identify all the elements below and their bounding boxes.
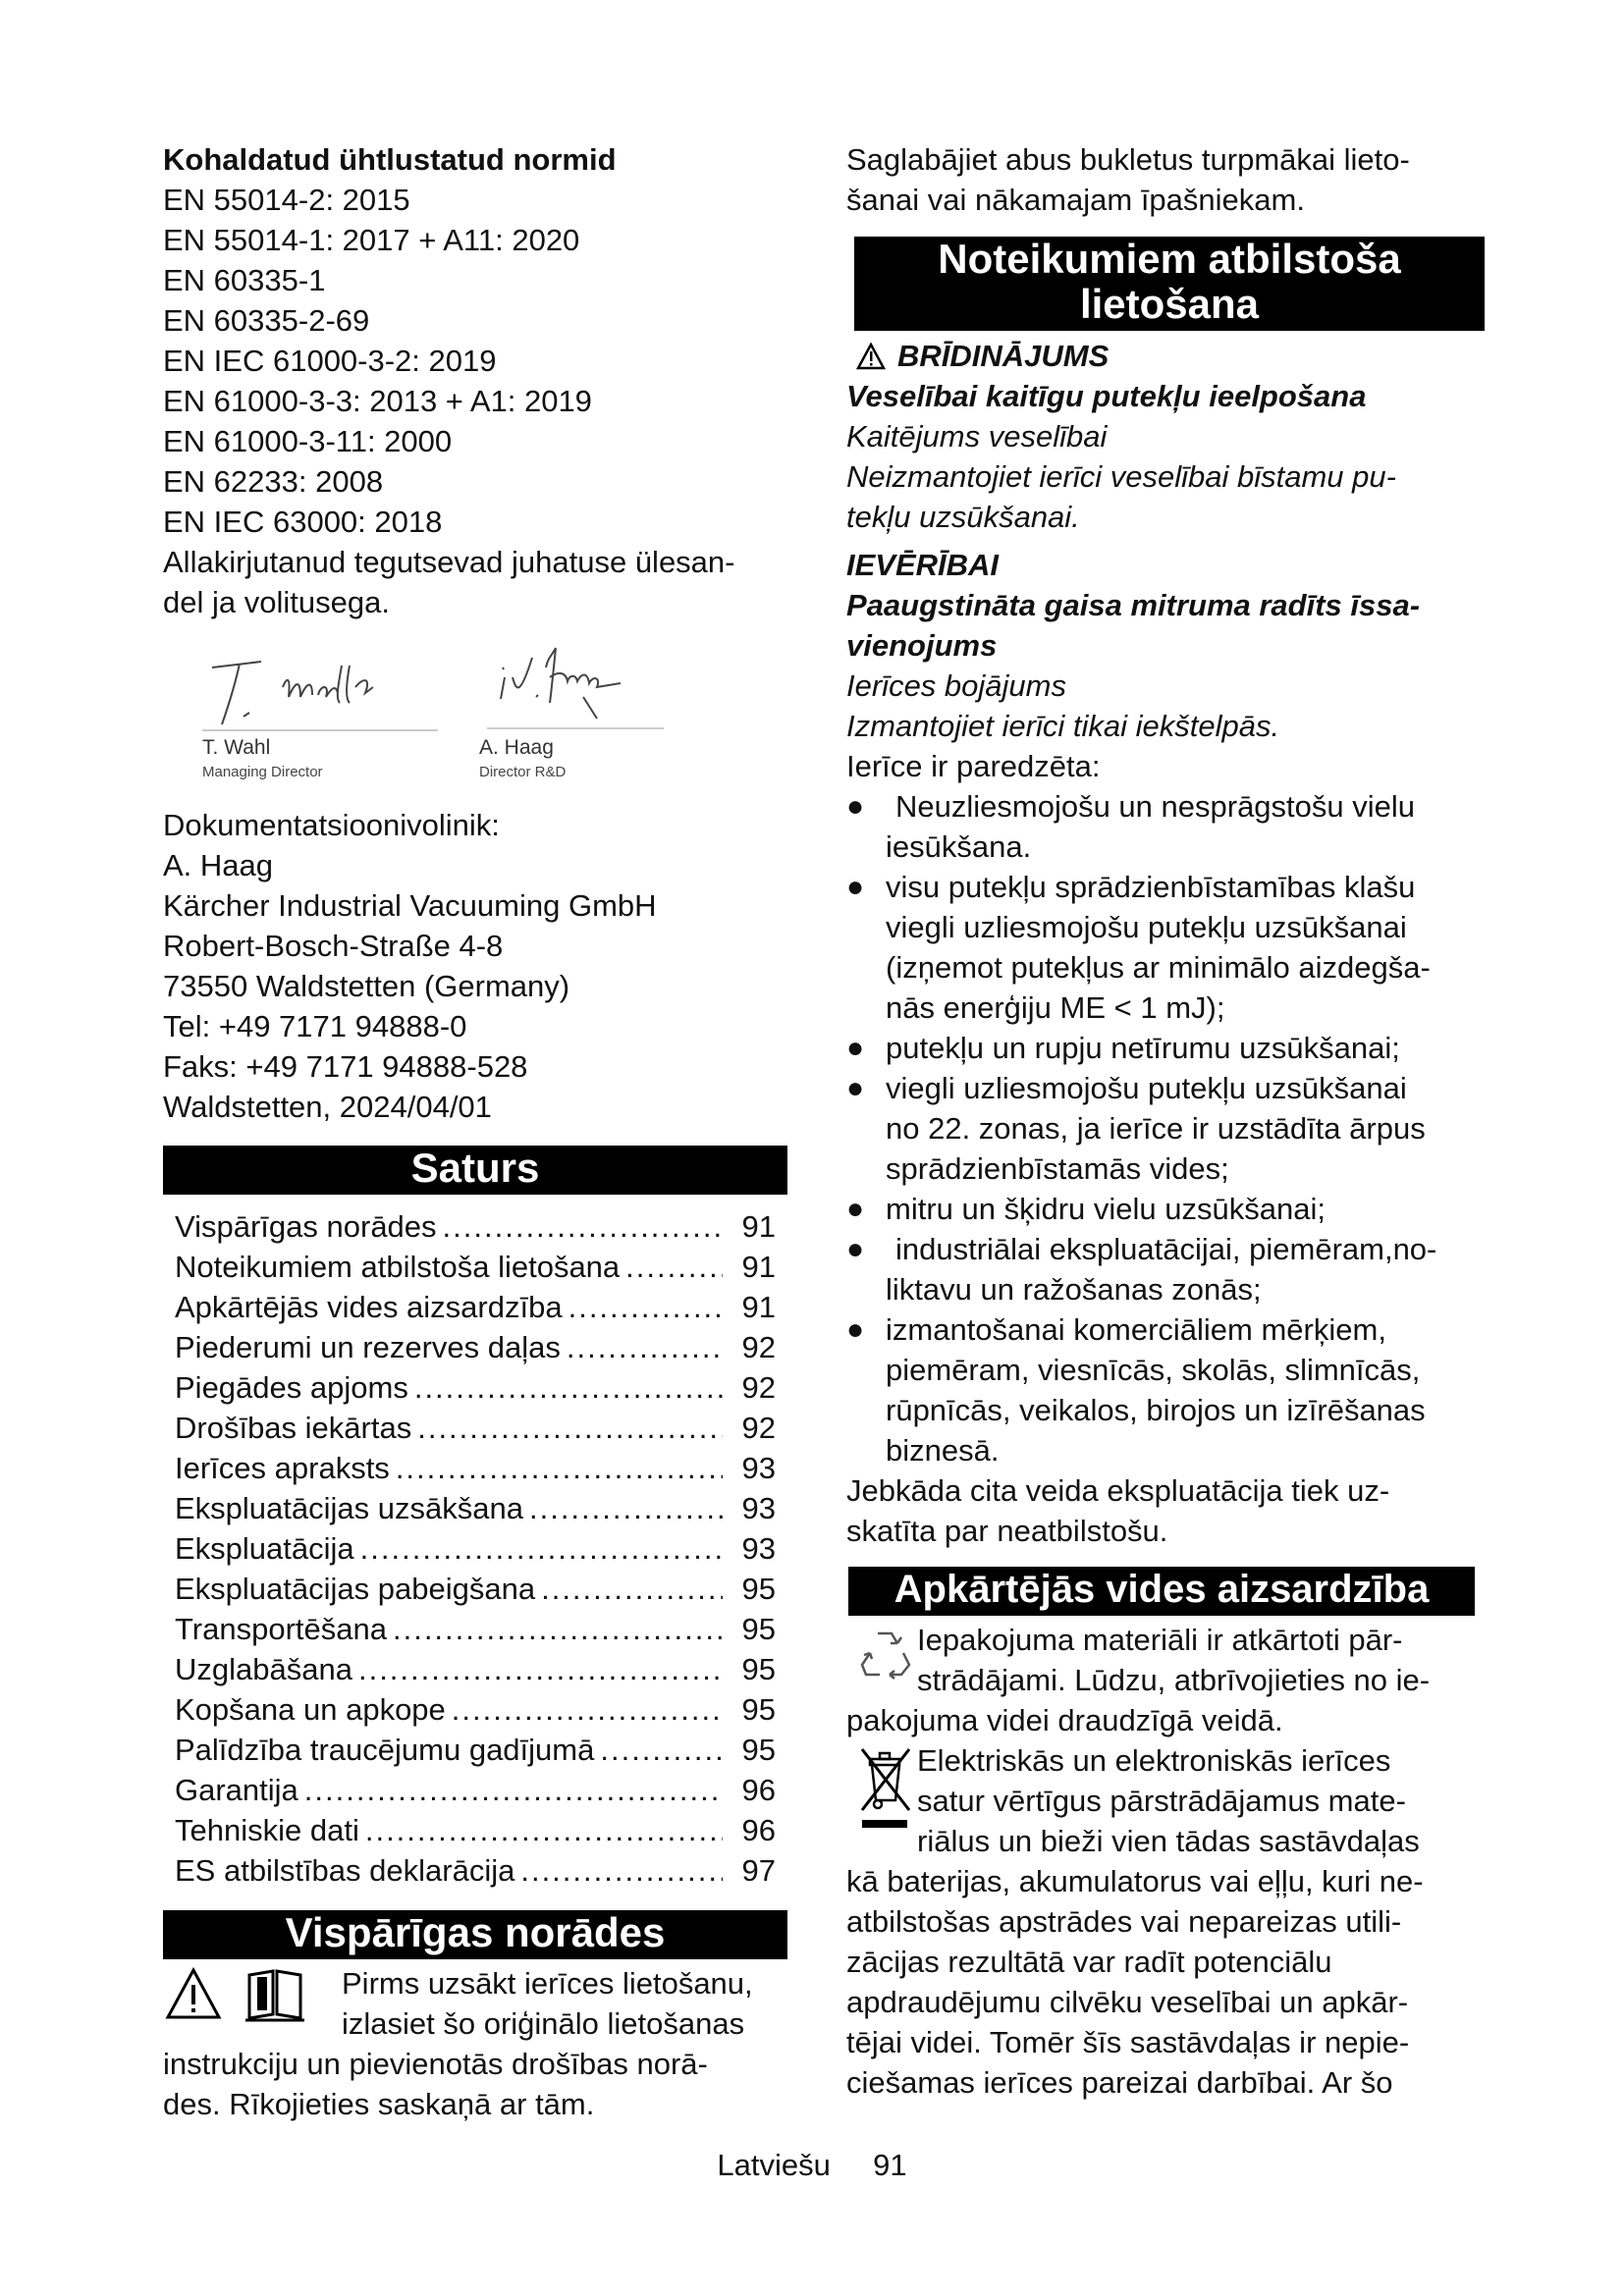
- toc-page: 91: [741, 1290, 776, 1324]
- signatory-name: T. Wahl: [202, 736, 271, 759]
- documentation-line: Kärcher Industrial Vacuuming GmbH: [163, 888, 657, 923]
- toc-leader: [396, 1448, 723, 1488]
- list-item-line: no 22. zonas, ja ierīce ir uzstādīta ārpus: [886, 1111, 1426, 1146]
- list-item-line: biznesā.: [886, 1433, 1000, 1468]
- packaging-line: strādājami. Lūdzu, atbrīvojieties no ie-: [917, 1663, 1431, 1697]
- list-item-line: piemēram, viesnīcās, skolās, slimnīcās,: [886, 1353, 1421, 1387]
- toc-page: 96: [741, 1813, 776, 1847]
- electrical-line: zācijas rezultātā var radīt potenciālu: [846, 1945, 1332, 1979]
- toc-leader: [443, 1206, 723, 1247]
- warning-label: BRĪDINĀJUMS: [897, 339, 1110, 373]
- toc-leader: [541, 1569, 723, 1609]
- toc-item[interactable]: [175, 1649, 776, 1689]
- other-use-line: Jebkāda cita veida ekspluatācija tiek uz-: [846, 1473, 1390, 1508]
- documentation-line: Robert-Bosch-Straße 4-8: [163, 929, 504, 963]
- toc-leader: [625, 1247, 723, 1287]
- warning-line: Kaitējums veselībai: [846, 419, 1108, 454]
- electrical-line: satur vērtīgus pārstrādājamus mate-: [917, 1784, 1406, 1818]
- toc-page: 95: [741, 1733, 776, 1767]
- notice-line: Izmantojiet ierīci tikai iekštelpās.: [846, 709, 1280, 743]
- toc-label: ES atbilstības deklarācija: [175, 1853, 515, 1888]
- intro-line: Saglabājiet abus bukletus turpmākai lieto-: [846, 142, 1410, 177]
- toc-item[interactable]: [175, 1528, 776, 1569]
- packaging-line: Iepakojuma materiāli ir atkārtoti pār-: [917, 1623, 1403, 1657]
- norm-line: EN 62233: 2008: [163, 464, 384, 499]
- documentation-line: Dokumentatsioonivolinik:: [163, 808, 500, 842]
- general-notes-line: instrukciju un pievienotās drošības norā-: [163, 2047, 708, 2081]
- general-notes-line: Pirms uzsākt ierīces lietošanu,: [342, 1966, 753, 2001]
- toc-label: Transportēšana: [175, 1612, 387, 1646]
- toc-item[interactable]: [175, 1850, 776, 1891]
- toc-leader: [529, 1488, 723, 1528]
- list-item-line: viegli uzliesmojošu putekļu uzsūkšanai: [886, 910, 1407, 944]
- toc-leader: [365, 1810, 723, 1850]
- toc-page: 92: [741, 1330, 776, 1364]
- toc-label: Ekspluatācijas uzsākšana: [175, 1491, 523, 1525]
- toc-item[interactable]: [175, 1689, 776, 1730]
- warning-line: Neizmantojiet ierīci veselībai bīstamu pu-: [846, 459, 1396, 494]
- environment-heading: Apkārtējās vides aizsardzība: [848, 1567, 1475, 1616]
- toc-label: Ekspluatācijas pabeigšana: [175, 1572, 536, 1606]
- list-item-line: industriālai ekspluatācijai, piemēram,no-: [895, 1232, 1437, 1266]
- toc-item[interactable]: [175, 1327, 776, 1367]
- norm-line: EN 61000-3-3: 2013 + A1: 2019: [163, 384, 592, 418]
- toc-item[interactable]: [175, 1810, 776, 1850]
- toc-page: 97: [741, 1853, 776, 1888]
- toc-label: Piederumi un rezerves daļas: [175, 1330, 561, 1364]
- toc-leader: [600, 1730, 723, 1770]
- general-notes-line: izlasiet šo oriģinālo lietošanas: [342, 2006, 745, 2041]
- toc-label: Drošības iekārtas: [175, 1411, 412, 1445]
- electrical-line: kā baterijas, akumulatorus vai eļļu, kuri ne-: [846, 1864, 1424, 1898]
- list-item-line: viegli uzliesmojošu putekļu uzsūkšanai: [886, 1071, 1407, 1105]
- intro-line: šanai vai nākamajam īpašniekam.: [846, 183, 1305, 217]
- electrical-line: tējai videi. Tomēr šīs sastāvdaļas ir nepie-: [846, 2025, 1410, 2059]
- norm-line: EN 60335-1: [163, 263, 326, 297]
- warning-line: tekļu uzsūkšanai.: [846, 500, 1080, 534]
- toc-leader: [358, 1649, 723, 1689]
- toc-item[interactable]: [175, 1247, 776, 1287]
- intended-use-heading: [854, 237, 1485, 331]
- toc-leader: [360, 1528, 723, 1569]
- page-number: 91: [873, 2148, 907, 2182]
- page-footer: [0, 2148, 1624, 2183]
- signatory-role: Managing Director: [202, 764, 323, 780]
- crossed-bin-icon: [856, 1745, 913, 1836]
- recycling-icon: [858, 1628, 911, 1681]
- toc-page: 91: [741, 1209, 776, 1244]
- list-item-line: visu putekļu sprādzienbīstamības klašu: [886, 870, 1416, 904]
- toc-leader: [567, 1327, 723, 1367]
- warning-title: Veselībai kaitīgu putekļu ieelpošana: [846, 379, 1367, 413]
- list-item-line: izmantošanai komerciāliem mērķiem,: [886, 1312, 1386, 1347]
- toc-item[interactable]: [175, 1287, 776, 1327]
- list-item-line: mitru un šķidru vielu uzsūkšanai;: [886, 1192, 1326, 1226]
- norm-line: EN 61000-3-11: 2000: [163, 424, 453, 458]
- toc-item[interactable]: [175, 1408, 776, 1448]
- toc-page: 95: [741, 1652, 776, 1686]
- notice-label: IEVĒRĪBAI: [846, 548, 1000, 582]
- toc-label: Ekspluatācija: [175, 1531, 354, 1566]
- toc-page: 92: [741, 1411, 776, 1445]
- toc-item[interactable]: [175, 1488, 776, 1528]
- toc-leader: [393, 1609, 723, 1649]
- toc-label: Kopšana un apkope: [175, 1692, 446, 1727]
- toc-page: 93: [741, 1491, 776, 1525]
- toc-item[interactable]: [175, 1770, 776, 1810]
- norm-line: EN 55014-2: 2015: [163, 183, 410, 217]
- toc-leader: [414, 1367, 723, 1408]
- toc-leader: [452, 1689, 723, 1730]
- signature-wahl-image: [192, 648, 458, 731]
- documentation-line: Tel: +49 7171 94888-0: [163, 1009, 467, 1043]
- toc-label: Ierīces apraksts: [175, 1451, 390, 1485]
- electrical-line: riālus un bieži vien tādas sastāvdaļas: [917, 1824, 1420, 1858]
- contents-heading: Saturs: [163, 1146, 787, 1195]
- toc-item[interactable]: [175, 1730, 776, 1770]
- general-notes-heading: Vispārīgas norādes: [163, 1910, 787, 1959]
- notice-title: Paaugstināta gaisa mitruma radīts īssa-: [846, 588, 1421, 622]
- toc-page: 92: [741, 1370, 776, 1405]
- electrical-line: ciešamas ierīces pareizai darbībai. Ar šo: [846, 2065, 1393, 2100]
- list-item-line: rūpnīcās, veikalos, birojos un izīrēšanas: [886, 1393, 1426, 1427]
- documentation-line: Faks: +49 7171 94888-528: [163, 1049, 528, 1084]
- toc-item[interactable]: [175, 1206, 776, 1247]
- footer-language: Latviešu: [717, 2148, 831, 2182]
- packaging-line: pakojuma videi draudzīgā veidā.: [846, 1703, 1283, 1737]
- toc-page: 95: [741, 1572, 776, 1606]
- intended-use-heading-line: Noteikumiem atbilstoša: [938, 236, 1401, 282]
- signatory-role: Director R&D: [479, 764, 567, 780]
- authorization-line: del ja volitusega.: [163, 585, 390, 619]
- toc-label: Tehniskie dati: [175, 1813, 359, 1847]
- authorization-line: Allakirjutanud tegutsevad juhatuse ülesan-: [163, 545, 735, 579]
- toc-page: 93: [741, 1531, 776, 1566]
- toc-label: Apkārtējās vides aizsardzība: [175, 1290, 563, 1324]
- list-item-line: putekļu un rupju netīrumu uzsūkšanai;: [886, 1031, 1400, 1065]
- toc-item[interactable]: [175, 1609, 776, 1649]
- designed-for-line: Ierīce ir paredzēta:: [846, 749, 1101, 783]
- toc-label: Palīdzība traucējumu gadījumā: [175, 1733, 595, 1767]
- signatory-name: A. Haag: [479, 736, 554, 759]
- toc-page: 93: [741, 1451, 776, 1485]
- toc-label: Noteikumiem atbilstoša lietošana: [175, 1250, 621, 1284]
- intended-use-heading-line: lietošana: [1079, 281, 1260, 327]
- documentation-line: 73550 Waldstetten (Germany): [163, 969, 570, 1003]
- toc-leader: [568, 1287, 723, 1327]
- norm-line: EN IEC 61000-3-2: 2019: [163, 344, 497, 378]
- toc-label: Uzglabāšana: [175, 1652, 352, 1686]
- signature-haag-image: [487, 638, 703, 731]
- norm-line: EN 55014-1: 2017 + A11: 2020: [163, 223, 580, 257]
- toc-label: Vispārīgas norādes: [175, 1209, 437, 1244]
- electrical-line: apdraudējumu cilvēku veselībai un apkār-: [846, 1985, 1409, 2019]
- read-manual-icon: [244, 1967, 306, 2022]
- documentation-line: A. Haag: [163, 848, 274, 882]
- electrical-line: Elektriskās un elektroniskās ierīces: [917, 1743, 1391, 1778]
- signature-block: [163, 638, 791, 805]
- list-item-line: Neuzliesmojošu un nesprāgstošu vielu: [895, 789, 1416, 824]
- list-item-line: sprādzienbīstamās vides;: [886, 1151, 1229, 1186]
- toc-label: Piegādes apjoms: [175, 1370, 408, 1405]
- norm-line: EN IEC 63000: 2018: [163, 505, 443, 539]
- toc-item[interactable]: [175, 1569, 776, 1609]
- electrical-line: atbilstošas apstrādes vai nepareizas utili-: [846, 1904, 1402, 1939]
- toc-leader: [520, 1850, 723, 1891]
- toc-page: 95: [741, 1692, 776, 1727]
- other-use-line: skatīta par neatbilstošu.: [846, 1514, 1168, 1548]
- warning-icon: [165, 1967, 222, 2020]
- toc-item[interactable]: [175, 1448, 776, 1488]
- toc-item[interactable]: [175, 1367, 776, 1408]
- toc-leader: [417, 1408, 723, 1448]
- toc-leader: [304, 1770, 723, 1810]
- general-notes-line: des. Rīkojieties saskaņā ar tām.: [163, 2087, 595, 2121]
- norm-line: EN 60335-2-69: [163, 303, 370, 338]
- notice-title: vienojums: [846, 628, 998, 663]
- documentation-line: Waldstetten, 2024/04/01: [163, 1090, 492, 1124]
- toc-page: 91: [741, 1250, 776, 1284]
- norms-title: Kohaldatud ühtlustatud normid: [163, 142, 617, 177]
- notice-line: Ierīces bojājums: [846, 668, 1066, 703]
- toc-page: 95: [741, 1612, 776, 1646]
- list-item-line: nās enerģiju ME < 1 mJ);: [886, 990, 1225, 1025]
- list-item-line: iesūkšana.: [886, 829, 1032, 864]
- list-item-line: liktavu un ražošanas zonās;: [886, 1272, 1262, 1307]
- toc-label: Garantija: [175, 1773, 298, 1807]
- toc-page: 96: [741, 1773, 776, 1807]
- warning-icon: [856, 343, 886, 370]
- list-item-line: (izņemot putekļus ar minimālo aizdegša-: [886, 950, 1431, 985]
